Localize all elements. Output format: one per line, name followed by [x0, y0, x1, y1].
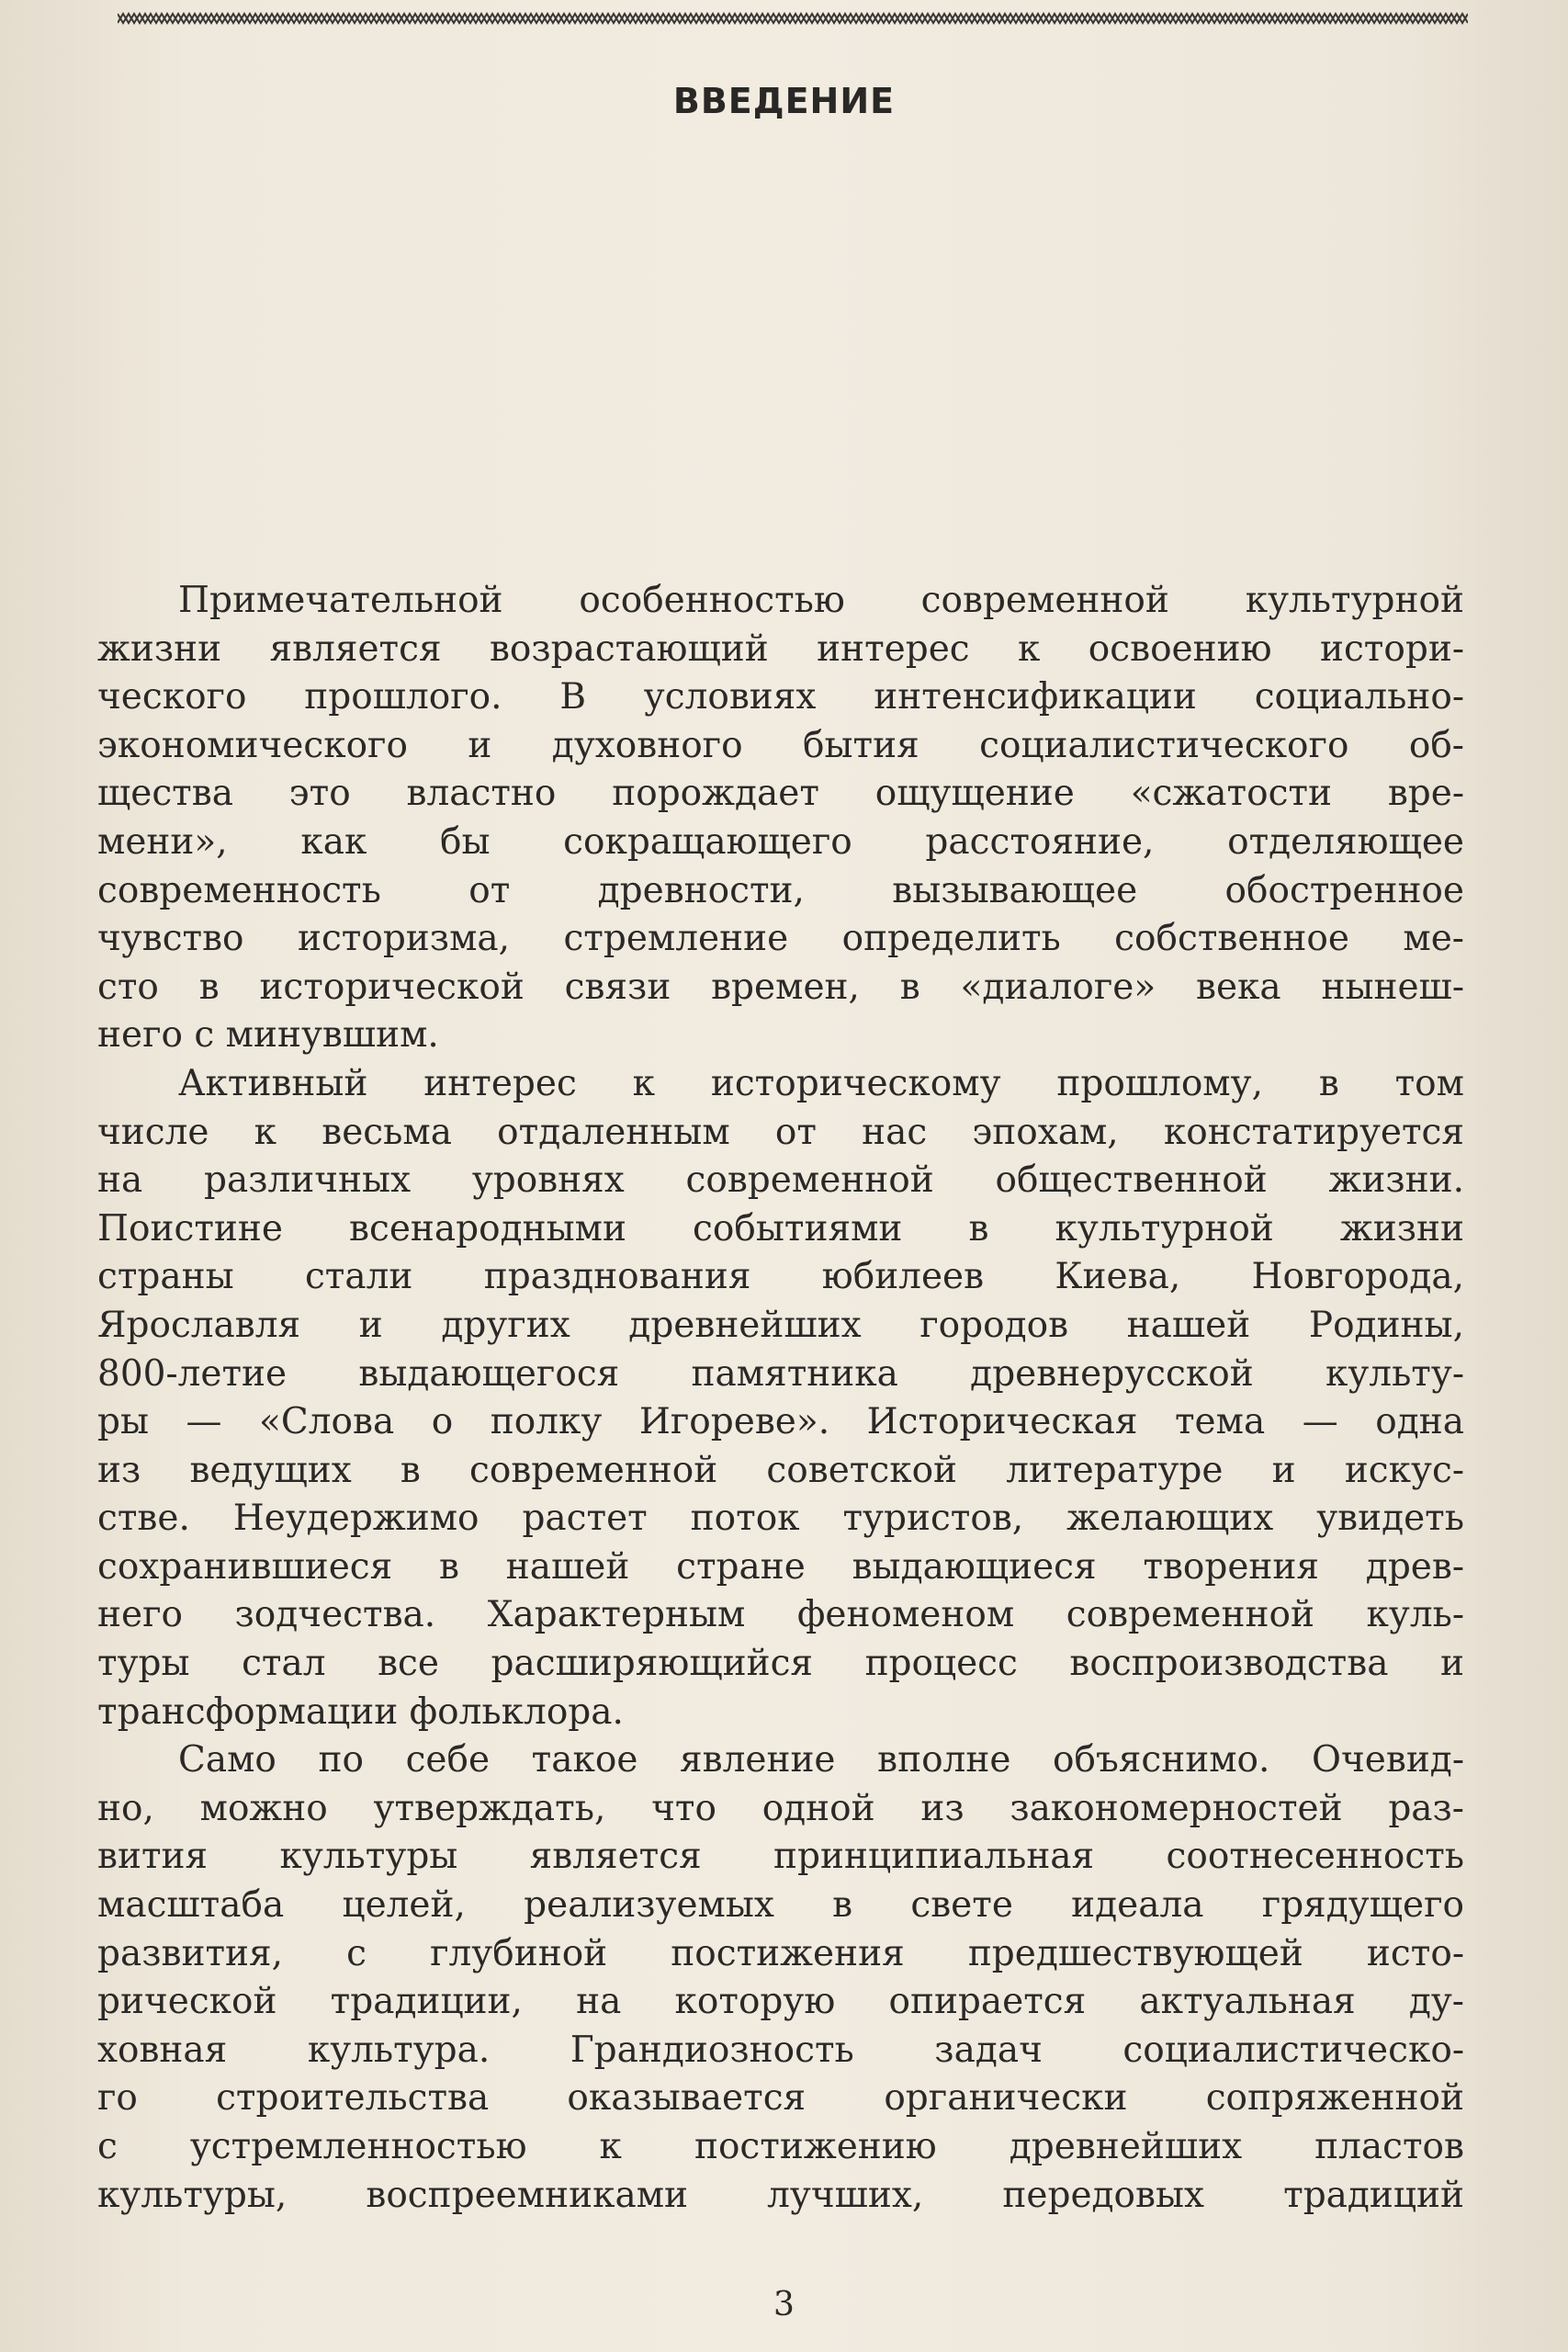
text-line: жизни является возрастающий интерес к освоению истори- [97, 628, 1464, 670]
text-line: Поистине всенародными событиями в культурной жизни [97, 1207, 1464, 1250]
text-line: туры стал все расширяющийся процесс воспроизводства и [97, 1643, 1464, 1685]
text-line: Примечательной особенностью современной культурной [178, 580, 1464, 621]
text-line: ры — «Слова о полку Игореве». Историческая тема — одна [97, 1401, 1464, 1443]
text-line: щества это властно порождает ощущение «сжатости вре- [97, 773, 1464, 815]
text-line: рической традиции, на которую опирается актуальная ду- [97, 1981, 1464, 2023]
text-line: развития, с глубиной постижения предшествующей исто- [97, 1932, 1464, 1974]
text-line: 800-летие выдающегося памятника древнерусской культу- [97, 1352, 1464, 1395]
body-text [97, 577, 1464, 2220]
text-line: на различных уровнях современной общественной жизни. [97, 1159, 1464, 1202]
text-line: экономического и духовного бытия социалистического об- [97, 724, 1464, 766]
text-line: сохранившиеся в нашей стране выдающиеся творения древ- [97, 1545, 1464, 1588]
text-line: Ярославля и других древнейших городов нашей Родины, [97, 1304, 1464, 1346]
text-line: Активный интерес к историческому прошлому, в том [178, 1062, 1464, 1104]
text-line: го строительства оказывается органически сопряженной [97, 2077, 1464, 2120]
page-number: 3 [773, 2286, 795, 2324]
text-line: мени», как бы сокращающего расстояние, отделяющее [97, 820, 1464, 863]
text-line: ховная культура. Грандиозность задач социалистическо- [97, 2029, 1464, 2071]
text-line: с устремленностью к постижению древнейших пластов [97, 2126, 1464, 2167]
text-line: ческого прошлого. В условиях интенсификации социально- [97, 676, 1464, 718]
paragraph [97, 577, 1464, 1060]
text-line: из ведущих в современной советской литературе и искус- [97, 1449, 1464, 1491]
text-line: культуры, воспреемниками лучших, передовых традиций [97, 2174, 1464, 2216]
text-line: чувство историзма, стремление определить собственное ме- [97, 918, 1464, 960]
text-line: вития культуры является принципиальная соотнесенность [97, 1836, 1464, 1878]
decorative-border-ornament [118, 6, 1468, 31]
text-line: страны стали празднования юбилеев Киева, Новгорода, [97, 1256, 1464, 1298]
text-line: масштаба целей, реализуемых в свете идеала грядущего [97, 1884, 1464, 1927]
text-line: но, можно утверждать, что одной из закономерностей раз- [97, 1787, 1464, 1829]
chapter-heading: ВВЕДЕНИЕ [672, 81, 896, 121]
paragraph [97, 1736, 1464, 2220]
text-line: стве. Неудержимо растет поток туристов, желающих увидеть [97, 1498, 1464, 1540]
text-line: сто в исторической связи времен, в «диалоге» века нынеш- [97, 966, 1464, 1008]
text-line: числе к весьма отдаленным от нас эпохам, констатируется [97, 1111, 1464, 1153]
paragraph [97, 1060, 1464, 1736]
text-line: Само по себе такое явление вполне объяснимо. Очевид- [178, 1739, 1464, 1781]
text-line: него с минувшим. [97, 1014, 439, 1057]
text-line: трансформации фольклора. [97, 1690, 624, 1733]
text-line: современность от древности, вызывающее обостренное [97, 869, 1464, 911]
text-line: него зодчества. Характерным феноменом современной куль- [97, 1594, 1464, 1636]
